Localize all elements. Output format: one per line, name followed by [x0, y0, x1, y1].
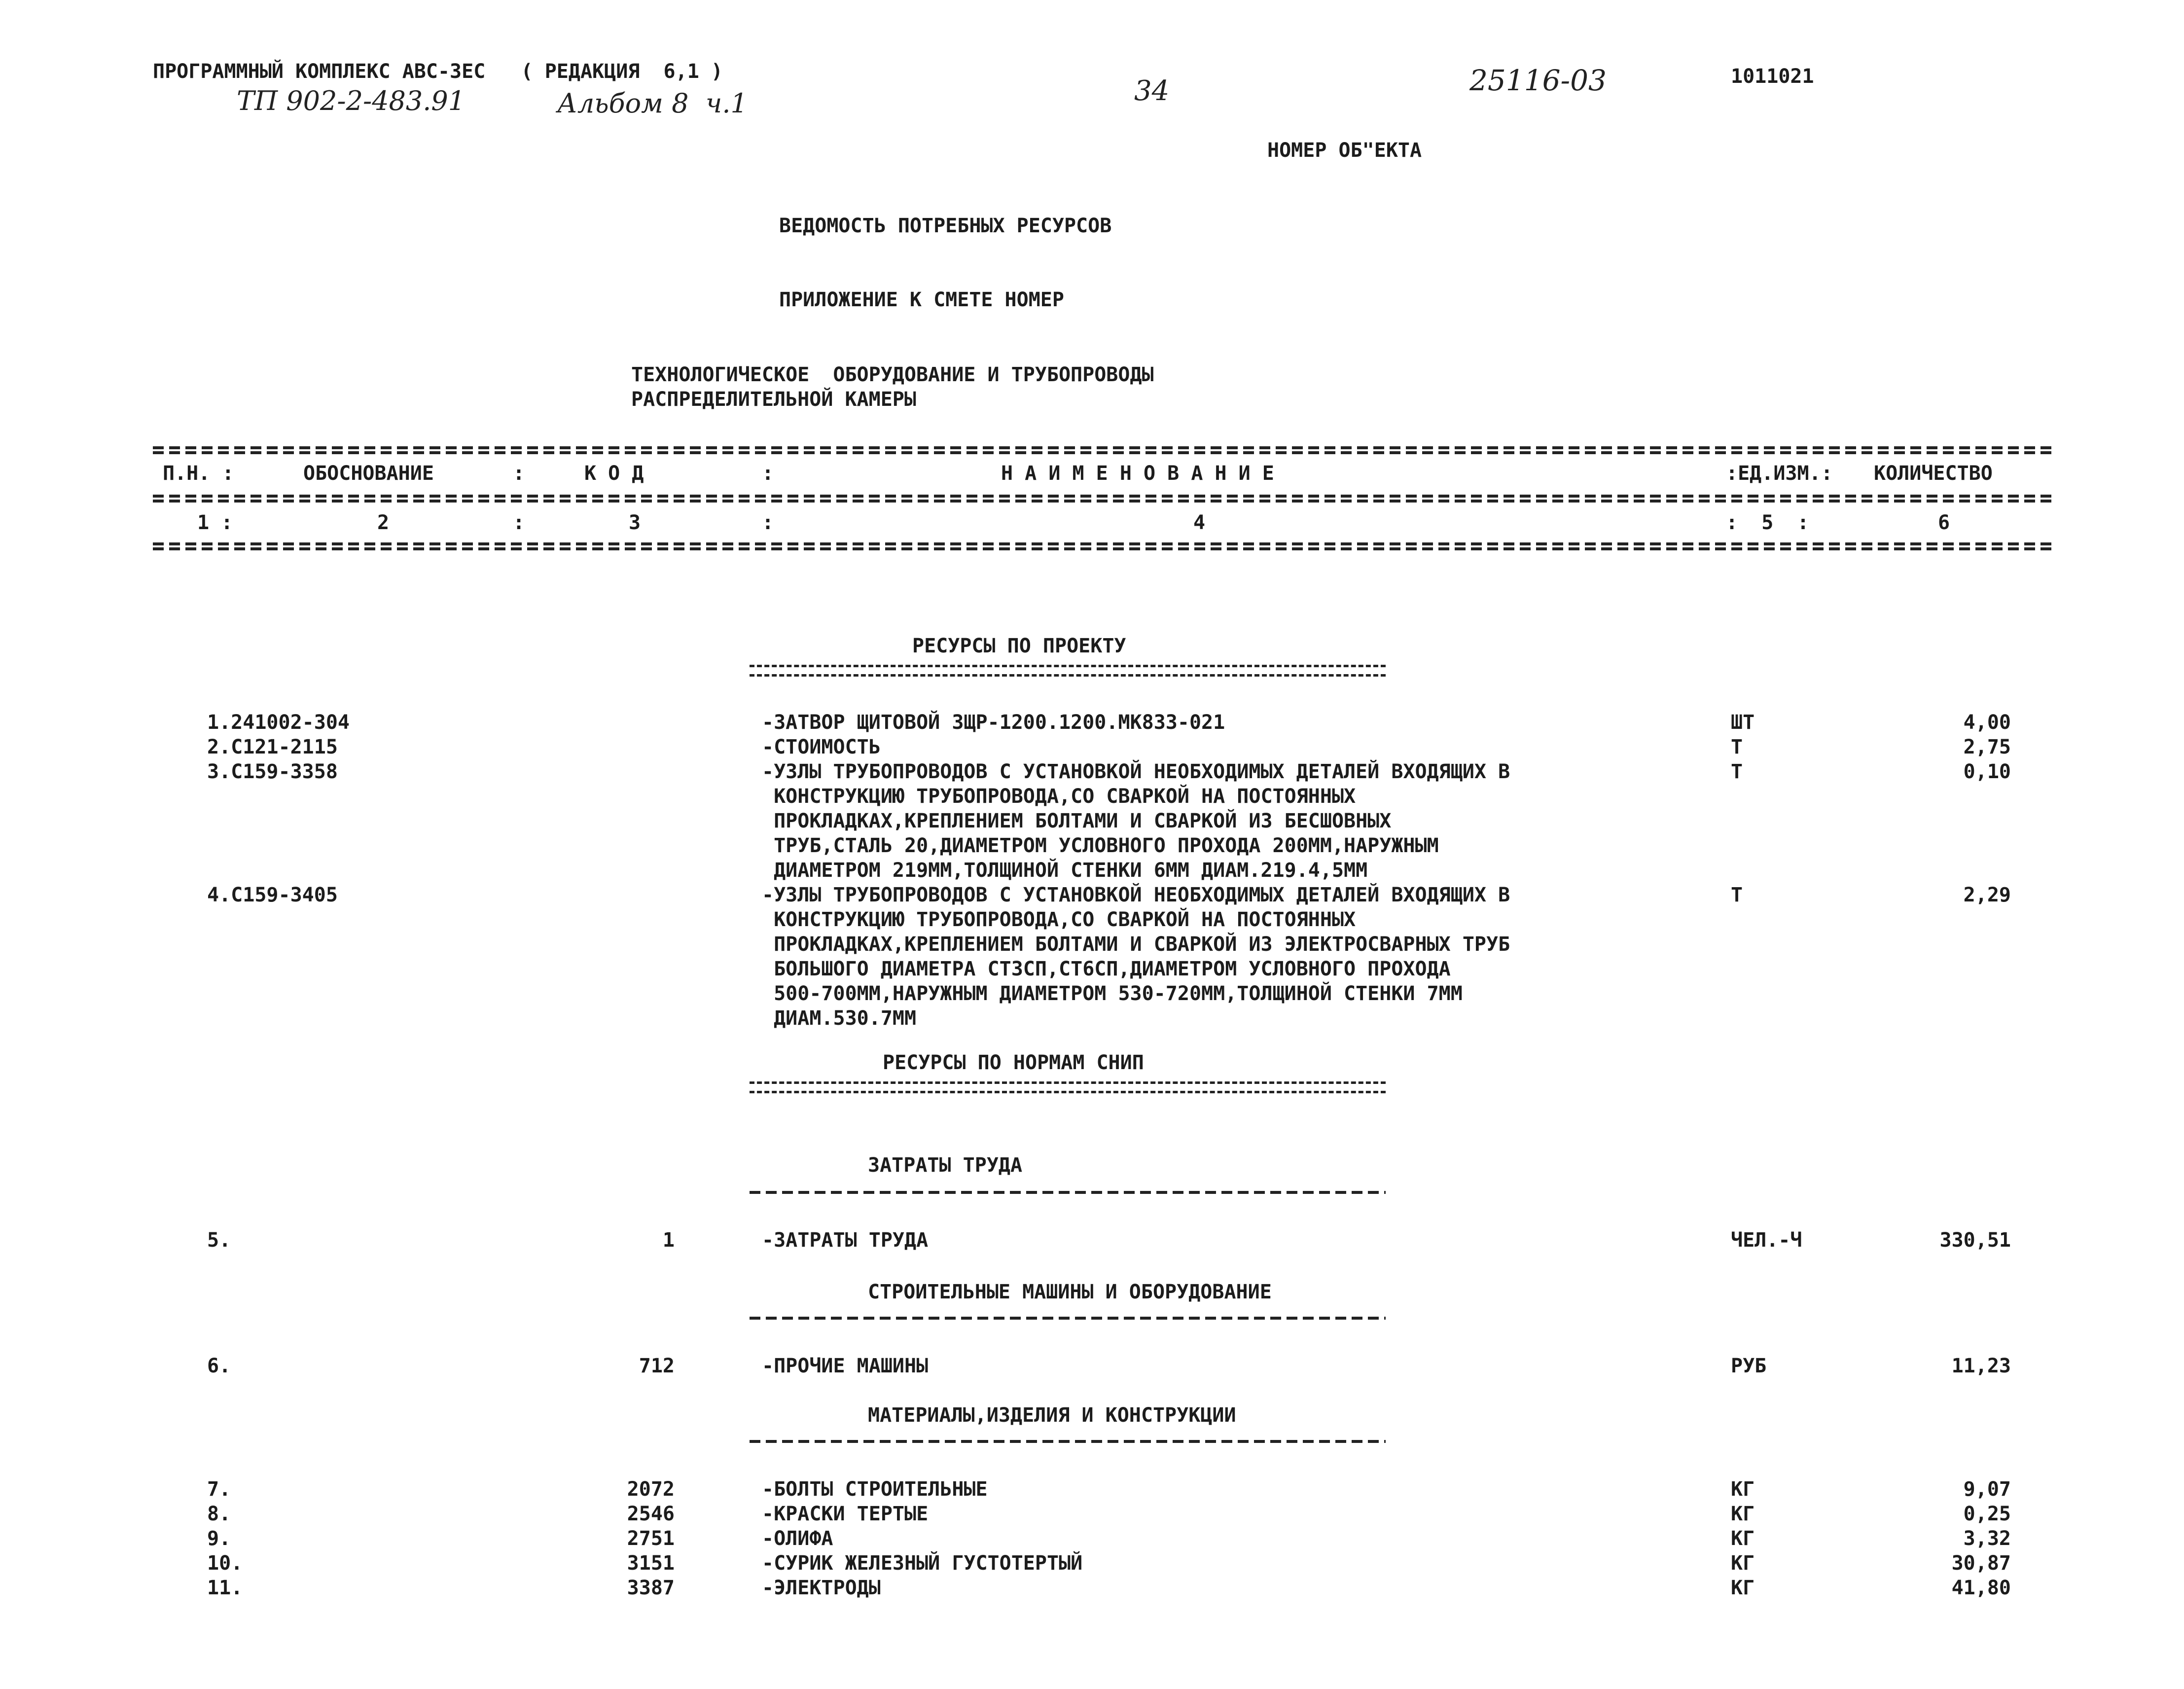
row-unit: Т: [1731, 736, 1743, 758]
col-number-sep: :: [513, 511, 525, 534]
section-underline: [750, 1317, 1386, 1320]
row-number: 7.: [207, 1478, 231, 1501]
row-quantity: 3,32: [1963, 1527, 2011, 1550]
row-name-line: ДИАМЕТРОМ 219ММ,ТОЛЩИНОЙ СТЕНКИ 6ММ ДИАМ.219.4,5ММ: [762, 859, 1368, 882]
row-name-line: -СТОИМОСТЬ: [762, 736, 881, 758]
row-code: 3151: [627, 1552, 675, 1575]
section-underline: [750, 665, 1386, 677]
row-quantity: 11,23: [1951, 1355, 2011, 1377]
row-unit: Т: [1731, 884, 1743, 906]
row-code: 1: [662, 1229, 675, 1252]
row-unit: КГ: [1731, 1503, 1755, 1525]
section-underline: [750, 1440, 1386, 1443]
section-underline: [750, 1191, 1386, 1194]
document-title: ВЕДОМОСТЬ ПОТРЕБНЫХ РЕСУРСОВ: [779, 215, 1112, 237]
col-header-sep: :: [762, 462, 774, 485]
header-rule-bottom: [153, 542, 2056, 545]
col-number-3: 3: [629, 511, 641, 534]
row-code: 2072: [627, 1478, 675, 1501]
handwritten-album: Альбом 8 ч.1: [557, 88, 748, 119]
row-name-line: ПРОКЛАДКАХ,КРЕПЛЕНИЕМ БОЛТАМИ И СВАРКОЙ ИЗ БЕСШОВНЫХ: [762, 810, 1392, 832]
col-number-2: 2: [377, 511, 390, 534]
row-quantity: 2,75: [1963, 736, 2011, 758]
row-name: -ПРОЧИЕ МАШИНЫ: [762, 1355, 929, 1377]
row-quantity: 4,00: [1963, 711, 2011, 734]
row-number: 10.: [207, 1552, 243, 1575]
row-number: 11.: [207, 1577, 243, 1599]
header-rule-top-2: [153, 451, 2056, 454]
row-quantity: 9,07: [1963, 1478, 2011, 1501]
row-name-line: -УЗЛЫ ТРУБОПРОВОДОВ С УСТАНОВКОЙ НЕОБХОДИМЫХ ДЕТАЛЕЙ ВХОДЯЩИХ В: [762, 884, 1510, 906]
row-code: 3387: [627, 1577, 675, 1599]
row-unit: РУБ: [1731, 1355, 1767, 1377]
document-number: 1011021: [1731, 65, 1814, 88]
col-header-num: П.Н. :: [163, 462, 234, 485]
section-underline: [750, 1081, 1386, 1093]
row-unit: Т: [1731, 760, 1743, 783]
row-unit: КГ: [1731, 1527, 1755, 1550]
row-name: -БОЛТЫ СТРОИТЕЛЬНЫЕ: [762, 1478, 988, 1501]
row-number: 1.241002-304: [207, 711, 350, 734]
object-number-label: НОМЕР ОБ"ЕКТА: [1267, 139, 1422, 162]
header-rule-bottom-2: [153, 547, 2056, 550]
row-code: 712: [639, 1355, 675, 1377]
row-name-line: -УЗЛЫ ТРУБОПРОВОДОВ С УСТАНОВКОЙ НЕОБХОДИМЫХ ДЕТАЛЕЙ ВХОДЯЩИХ В: [762, 760, 1510, 783]
col-number-6: 6: [1938, 511, 1950, 534]
row-code: 2546: [627, 1503, 675, 1525]
row-number: 3.С159-3358: [207, 760, 338, 783]
header-rule-top: [153, 446, 2056, 449]
row-number: 9.: [207, 1527, 231, 1550]
col-header-basis: ОБОСНОВАНИЕ: [303, 462, 434, 485]
row-unit: КГ: [1731, 1478, 1755, 1501]
row-name-line: КОНСТРУКЦИЮ ТРУБОПРОВОДА,СО СВАРКОЙ НА ПОСТОЯННЫХ: [762, 785, 1356, 808]
row-unit: ШТ: [1731, 711, 1755, 734]
row-name: -КРАСКИ ТЕРТЫЕ: [762, 1503, 929, 1525]
row-name: -СУРИК ЖЕЛЕЗНЫЙ ГУСТОТЕРТЫЙ: [762, 1552, 1083, 1575]
appendix-title: ПРИЛОЖЕНИЕ К СМЕТЕ НОМЕР: [779, 288, 1064, 311]
col-header-sep: :: [513, 462, 525, 485]
col-header-name: Н А И М Е Н О В А Н И Е: [1001, 462, 1274, 485]
row-quantity: 41,80: [1951, 1577, 2011, 1599]
document-code: 25116-03: [1469, 64, 1607, 97]
row-name-line: ПРОКЛАДКАХ,КРЕПЛЕНИЕМ БОЛТАМИ И СВАРКОЙ ИЗ ЭЛЕКТРОСВАРНЫХ ТРУБ: [762, 933, 1510, 956]
program-header: ПРОГРАММНЫЙ КОМПЛЕКС АВС-3ЕС ( РЕДАКЦИЯ 6,1 ): [153, 60, 723, 83]
section-machines: СТРОИТЕЛЬНЫЕ МАШИНЫ И ОБОРУДОВАНИЕ: [868, 1281, 1272, 1303]
row-number: 6.: [207, 1355, 231, 1377]
col-header-code: К О Д: [584, 462, 644, 485]
col-header-unit: :ЕД.ИЗМ.:: [1726, 462, 1833, 485]
col-number-4: 4: [1193, 511, 1206, 534]
row-unit: КГ: [1731, 1552, 1755, 1575]
row-quantity: 330,51: [1939, 1229, 2011, 1252]
col-number-sep: :: [762, 511, 774, 534]
row-name-line: БОЛЬШОГО ДИАМЕТРА СТ3СП,СТ6СП,ДИАМЕТРОМ УСЛОВНОГО ПРОХОДА: [762, 958, 1451, 980]
row-code: 2751: [627, 1527, 675, 1550]
row-quantity: 30,87: [1951, 1552, 2011, 1575]
header-rule-mid: [153, 495, 2056, 498]
section-snip-resources: РЕСУРСЫ ПО НОРМАМ СНИП: [883, 1051, 1144, 1074]
row-name-line: ДИАМ.530.7ММ: [762, 1007, 917, 1030]
row-number: 4.С159-3405: [207, 884, 338, 906]
section-labor: ЗАТРАТЫ ТРУДА: [868, 1154, 1023, 1177]
row-name-line: КОНСТРУКЦИЮ ТРУБОПРОВОДА,СО СВАРКОЙ НА ПОСТОЯННЫХ: [762, 908, 1356, 931]
subject-line-1: ТЕХНОЛОГИЧЕСКОЕ ОБОРУДОВАНИЕ И ТРУБОПРОВОДЫ: [631, 363, 1154, 386]
row-unit: ЧЕЛ.-Ч: [1731, 1229, 1802, 1252]
page-number: 34: [1134, 75, 1170, 107]
header-rule-mid-2: [153, 500, 2056, 503]
row-name: -ЭЛЕКТРОДЫ: [762, 1577, 881, 1599]
subject-line-2: РАСПРЕДЕЛИТЕЛЬНОЙ КАМЕРЫ: [631, 388, 916, 411]
row-quantity: 0,10: [1963, 760, 2011, 783]
row-name: -ОЛИФА: [762, 1527, 833, 1550]
col-header-qty: КОЛИЧЕСТВО: [1874, 462, 1993, 485]
section-materials: МАТЕРИАЛЫ,ИЗДЕЛИЯ И КОНСТРУКЦИИ: [868, 1404, 1236, 1427]
row-number: 5.: [207, 1229, 231, 1252]
row-number: 2.С121-2115: [207, 736, 338, 758]
col-number-1: 1 :: [197, 511, 233, 534]
row-name-line: 500-700ММ,НАРУЖНЫМ ДИАМЕТРОМ 530-720ММ,ТОЛЩИНОЙ СТЕНКИ 7ММ: [762, 982, 1463, 1005]
row-quantity: 0,25: [1963, 1503, 2011, 1525]
handwritten-tp-number: ТП 902-2-483.91: [237, 85, 465, 116]
row-number: 8.: [207, 1503, 231, 1525]
row-name: -ЗАТРАТЫ ТРУДА: [762, 1229, 929, 1252]
row-unit: КГ: [1731, 1577, 1755, 1599]
row-name-line: ТРУБ,СТАЛЬ 20,ДИАМЕТРОМ УСЛОВНОГО ПРОХОДА 200ММ,НАРУЖНЫМ: [762, 834, 1439, 857]
section-project-resources: РЕСУРСЫ ПО ПРОЕКТУ: [912, 635, 1126, 657]
row-name-line: -ЗАТВОР ЩИТОВОЙ ЗЩР-1200.1200.МК833-021: [762, 711, 1225, 734]
row-quantity: 2,29: [1963, 884, 2011, 906]
col-number-5: : 5 :: [1726, 511, 1809, 534]
